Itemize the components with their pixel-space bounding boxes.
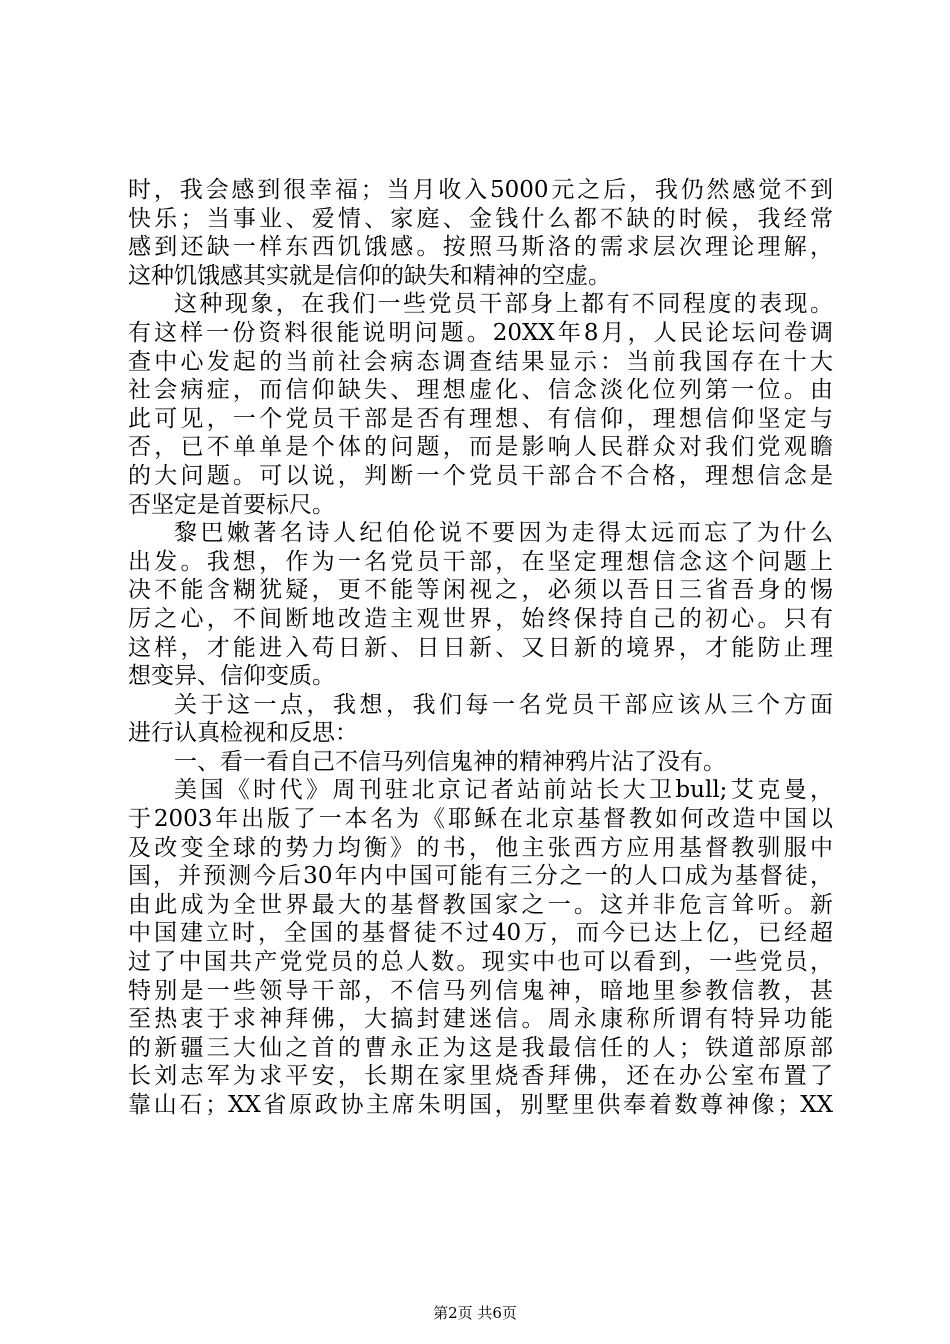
text-line: 特别是一些领导干部，不信马列信鬼神，暗地里参教信教，甚 (128, 977, 833, 1004)
text-line: 进行认真检视和反思： (128, 720, 358, 747)
text-line: 靠山石；XX省原政协主席朱明国，别墅里供奉着数尊神像；XX (128, 1092, 833, 1118)
body-text (128, 176, 833, 1120)
text-line: 出发。我想，作为一名党员干部，在坚定理想信念这个问题上 (128, 548, 833, 575)
text-line: 这样，才能进入苟日新、日日新、又日新的境界，才能防止理 (128, 634, 833, 661)
text-line: 及改变全球的势力均衡》的书，他主张西方应用基督教驯服中 (128, 834, 833, 861)
text-line: 有这样一份资料很能说明问题。20XX年8月，人民论坛问卷调 (128, 319, 833, 346)
text-line: 否，已不单单是个体的问题，而是影响人民群众对我们党观瞻 (128, 434, 833, 461)
text-line: 此可见，一个党员干部是否有理想、有信仰，理想信仰坚定与 (128, 405, 833, 432)
text-line: 于2003年出版了一本名为《耶稣在北京基督教如何改造中国以 (128, 806, 833, 833)
text-line: 至热衷于求神拜佛，大搞封建迷信。周永康称所谓有特异功能 (128, 1006, 833, 1033)
text-line: 查中心发起的当前社会病态调查结果显示：当前我国存在十大 (128, 348, 833, 375)
text-line: 一、看一看自己不信马列信鬼神的精神鸦片沾了没有。 (174, 748, 726, 775)
text-line: 厉之心，不间断地改造主观世界，始终保持自己的初心。只有 (128, 605, 833, 632)
text-line: 社会病症，而信仰缺失、理想虚化、信念淡化位列第一位。由 (128, 377, 833, 404)
text-line: 由此成为全世界最大的基督教国家之一。这并非危言耸听。新 (128, 891, 833, 918)
text-line: 美国《时代》周刊驻北京记者站前站长大卫bull;艾克曼， (174, 777, 833, 804)
page-footer: 第2页 共6页 (433, 1304, 517, 1322)
text-line: 决不能含糊犹疑，更不能等闲视之，必须以吾日三省吾身的惕 (128, 577, 833, 604)
text-line: 快乐；当事业、爱情、家庭、金钱什么都不缺的时候，我经常 (128, 205, 833, 232)
text-line: 这种饥饿感其实就是信仰的缺失和精神的空虚。 (128, 262, 611, 289)
text-line: 黎巴嫩著名诗人纪伯伦说不要因为走得太远而忘了为什么 (174, 520, 833, 547)
text-line: 时，我会感到很幸福；当月收入5000元之后，我仍然感觉不到 (128, 177, 833, 203)
text-line: 想变异、信仰变质。 (128, 663, 335, 690)
text-line: 否坚定是首要标尺。 (128, 491, 335, 518)
text-line: 中国建立时，全国的基督徒不过40万，而今已达上亿，已经超 (128, 920, 833, 947)
text-line: 的大问题。可以说，判断一个党员干部合不合格，理想信念是 (128, 462, 833, 489)
text-line: 的新疆三大仙之首的曹永正为这是我最信任的人；铁道部原部 (128, 1034, 833, 1061)
text-line: 这种现象，在我们一些党员干部身上都有不同程度的表现。 (174, 291, 833, 318)
text-line: 关于这一点，我想，我们每一名党员干部应该从三个方面 (174, 691, 833, 718)
text-line: 过了中国共产党党员的总人数。现实中也可以看到，一些党员， (128, 949, 833, 976)
text-line: 长刘志军为求平安，长期在家里烧香拜佛，还在办公室布置了 (128, 1063, 833, 1090)
text-line: 感到还缺一样东西饥饿感。按照马斯洛的需求层次理论理解， (128, 234, 833, 261)
text-line: 国，并预测今后30年内中国可能有三分之一的人口成为基督徒， (128, 863, 833, 890)
